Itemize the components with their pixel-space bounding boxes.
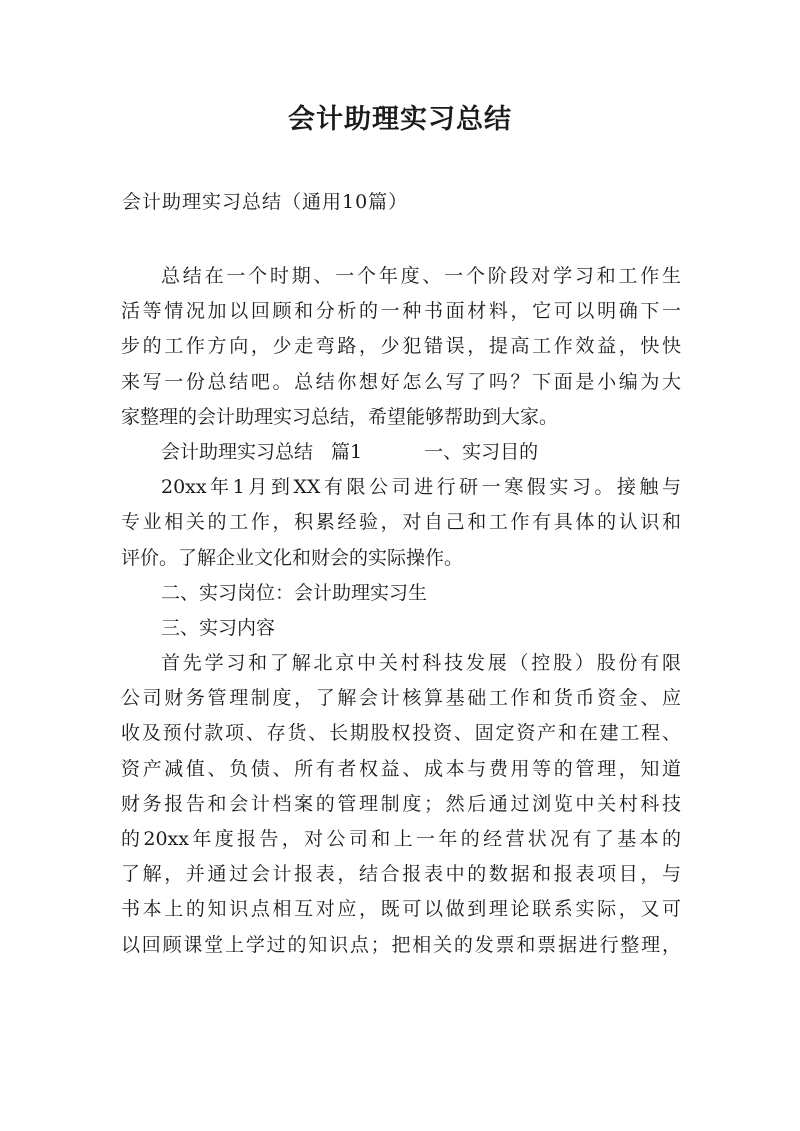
- section-heading-position: 二、实习岗位：会计助理实习生: [161, 581, 428, 604]
- content-line: 了解，并通过会计报表，结合报表中的数据和报表项目，与: [121, 863, 681, 886]
- content-line: 公司财务管理制度，了解会计核算基础工作和货币资金、应: [121, 687, 681, 710]
- content-line: 资产减值、负债、所有者权益、成本与费用等的管理，知道: [121, 757, 681, 780]
- intro-line: 步的工作方向，少走弯路，少犯错误，提高工作效益，快快: [121, 335, 681, 358]
- article-label: 会计助理实习总结: [161, 440, 314, 463]
- purpose-line: 专业相关的工作，积累经验，对自己和工作有具体的认识和: [121, 511, 681, 534]
- article-number: 篇1: [331, 440, 363, 463]
- content-line: 财务报告和会计档案的管理制度；然后通过浏览中关村科技: [121, 792, 681, 815]
- content-line: 书本上的知识点相互对应，既可以做到理论联系实际，又可: [121, 898, 681, 921]
- document-body: [121, 259, 681, 963]
- intro-line: 总结在一个时期、一个年度、一个阶段对学习和工作生: [161, 265, 681, 287]
- intro-line: 活等情况加以回顾和分析的一种书面材料，它可以明确下一: [121, 300, 681, 323]
- intro-line: 家整理的会计助理实习总结，希望能够帮助到大家。: [121, 405, 559, 428]
- document-subtitle: 会计助理实习总结（通用10篇）: [122, 191, 409, 213]
- section-heading-content: 三、实习内容: [161, 616, 276, 639]
- purpose-line: 20xx年1月到XX有限公司进行研一寒假实习。接触与: [161, 476, 681, 499]
- article-heading-line: [121, 435, 681, 470]
- document-title: 会计助理实习总结: [288, 104, 512, 135]
- content-line: 首先学习和了解北京中关村科技发展（控股）股份有限: [161, 652, 681, 675]
- content-line: 收及预付款项、存货、长期股权投资、固定资产和在建工程、: [121, 722, 681, 745]
- intro-line: 来写一份总结吧。总结你想好怎么写了吗？下面是小编为大: [121, 370, 681, 393]
- content-line: 以回顾课堂上学过的知识点；把相关的发票和票据进行整理，: [121, 933, 681, 956]
- section-heading-purpose: 一、实习目的: [424, 440, 539, 463]
- purpose-line: 评价。了解企业文化和财会的实际操作。: [121, 546, 464, 569]
- content-line: 的20xx年度报告，对公司和上一年的经营状况有了基本的: [121, 828, 681, 850]
